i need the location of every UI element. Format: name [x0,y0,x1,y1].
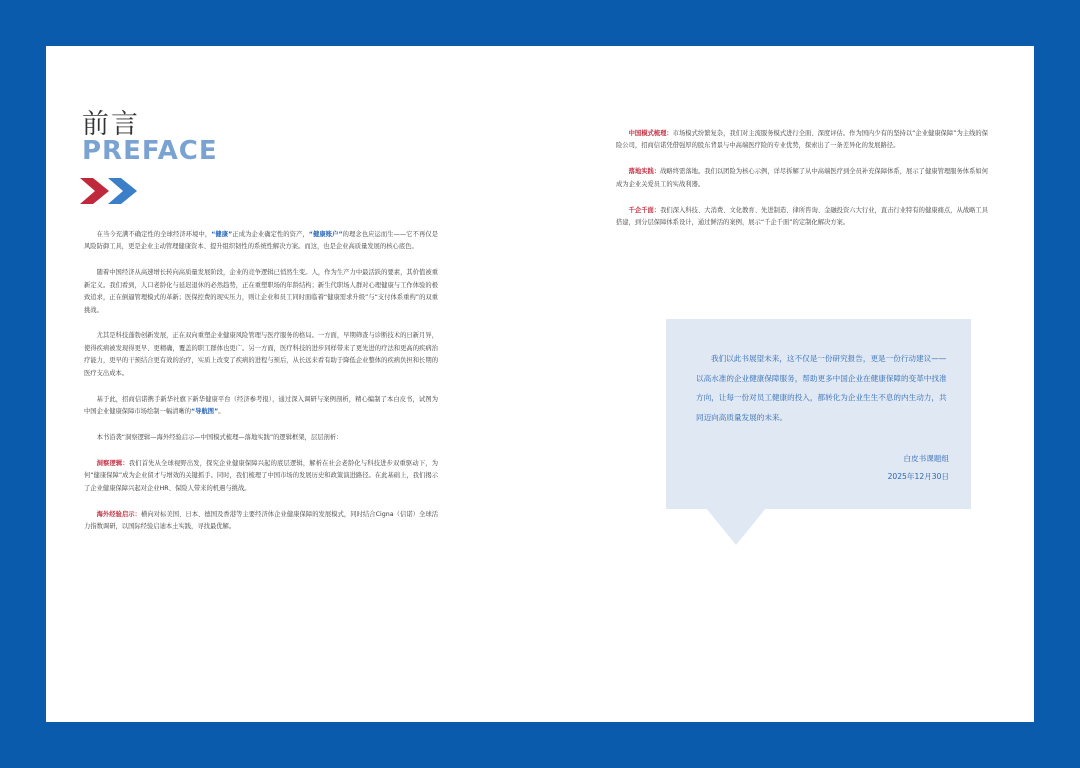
paragraph-7 [84,509,438,534]
paragraph-4 [84,394,438,419]
section-label-china-model: 中国模式梳理： [628,130,673,137]
left-column [84,229,438,547]
paragraph-1 [84,229,438,254]
white-page [46,46,1034,722]
text-span: 我们深入科技、大消费、文化教育、先进制造、律所咨询、金融投资六大行业，直击行业特有的健康痛点，从战略工具搭建，到分层保障体系设计，通过鲜活的案例，展示“千企千面”的定制化解决方案。 [616,206,989,227]
speech-bubble-tail-icon [706,508,766,546]
text-span: 正成为企业确定性的资产， [232,231,309,238]
signature-block [888,450,949,486]
text-span: 战略终需落地。我们以团险为核心示例，详尽拆解了从中高端医疗到全员补充保障体系，展示了健康管理服务体系如何成为企业关爱员工的实战利器。 [616,168,989,188]
quote-box [666,319,971,509]
text-span: 在当今充满不确定性的全球经济环境中， [96,231,212,238]
paragraph-5: 本书沿袭“洞察逻辑—海外经验启示—中国模式梳理—落地实践”的逻辑框架，层层剖析： [96,433,343,441]
signature-date: 2025年12月30日 [887,472,949,481]
quote-text: 我们以此书展望未来，这不仅是一份研究报告，更是一份行动建议——以高水准的企业健康保障服务，帮助更多中国企业在健康保障的变革中找准方向，让每一份对员工健康的投入，都转化为企业生生不息的内生动力，共同迈向高质量发展的未来。 [696,354,947,422]
paragraph-6 [84,458,438,495]
paragraph-practice [616,166,988,191]
paragraph-2: 随着中国经济从高速增长转向高质量发展阶段，企业的竞争逻辑已悄然生变。人，作为生产力中最活跃的要素，其价值被重新定义。我们看到，人口老龄化与延迟退休的必然趋势，正在重塑职场的年龄结构；新生代职场人群对心理健康与工作体验的极致追求，正在倒逼管理模式的革新；医保控费的现实压力，则让企业和员工同时面临着“健康需求升级”与“支付体系重构”的双重挑战。 [84,269,438,314]
text-span: 。 [218,407,225,415]
highlight-health: “健康” [211,231,233,238]
chevron-decoration-icon [80,176,142,206]
page-title-english: PREFACE [82,136,218,166]
red-chevron-icon [80,178,109,204]
section-label-overseas: 海外经验启示： [96,510,141,518]
section-label-practice: 落地实践： [628,168,661,176]
section-label-industries: 千企千面： [628,206,661,214]
paragraph-3: 尤其是科技蓬勃创新发展，正在双向重塑企业健康风险管理与医疗服务的格局。一方面，早期筛查与诊断技术的日新月异，使得疾病被发现得更早、更精确，覆盖的职工群体也更广。另一方面，医疗科技的进步同样带来了更先进的疗法和更高的疾病治疗能力，更早的干预结合更有效的治疗，实质上改变了疾病的进程与预后，从长远来看有助于降低企业整体的疾病负担和长期的医疗支出成本。 [84,332,438,377]
paragraph-industries [616,205,988,230]
highlight-health-account: “健康账户” [308,231,343,238]
text-span: 我们首先从全球视野出发，探究企业健康保障兴起的底层逻辑，解析在社会老龄化与科技进步双重驱动下，为何“健康保障”成为企业留才与增效的关键抓手。同时，我们梳理了中国市场的发展历史和政策演进路径。在此基础上，我们揭示了企业健康保障兴起对企业HR、保险人带来的机遇与挑战。 [84,459,439,492]
highlight-navigation-map: “导航图” [191,407,219,415]
paragraph-china-model [616,128,988,153]
text-span: 的理念也应运而生——它不再仅是风险防御工具，更是企业主动管理健康资本、提升组织韧性的系统性解决方案。而这，也是企业高质量发展的核心底色。 [84,231,439,251]
right-column [616,128,988,243]
blue-chevron-icon [108,178,137,204]
signature: 白皮书课题组 [903,454,949,463]
page-title-chinese: 前言 [82,109,140,140]
text-span: 横向对标美国、日本、德国及香港等主要经济体企业健康保障的发展模式，同时结合Cigna（信诺）全球活力指数调研，以国际经验启迪本土实践，寻找最优解。 [84,510,438,530]
text-span: 基于此，招商信诺携手新华社旗下新华健康平台（经济参考报），通过深入调研与案例剖析，精心编制了本白皮书，试图为中国企业健康保障市场绘制一幅清晰的 [84,395,438,415]
section-label-insight: 洞察逻辑： [96,459,129,467]
text-span: 市场模式纷繁复杂，我们对主流服务模式进行全面、深度评估。作为国内少有的坚持以“企业健康保障”为主线的保险公司，招商信诺凭借强厚的股东背景与中高端医疗险的专业优势，探索出了一条差异化的发展路径。 [616,130,988,150]
